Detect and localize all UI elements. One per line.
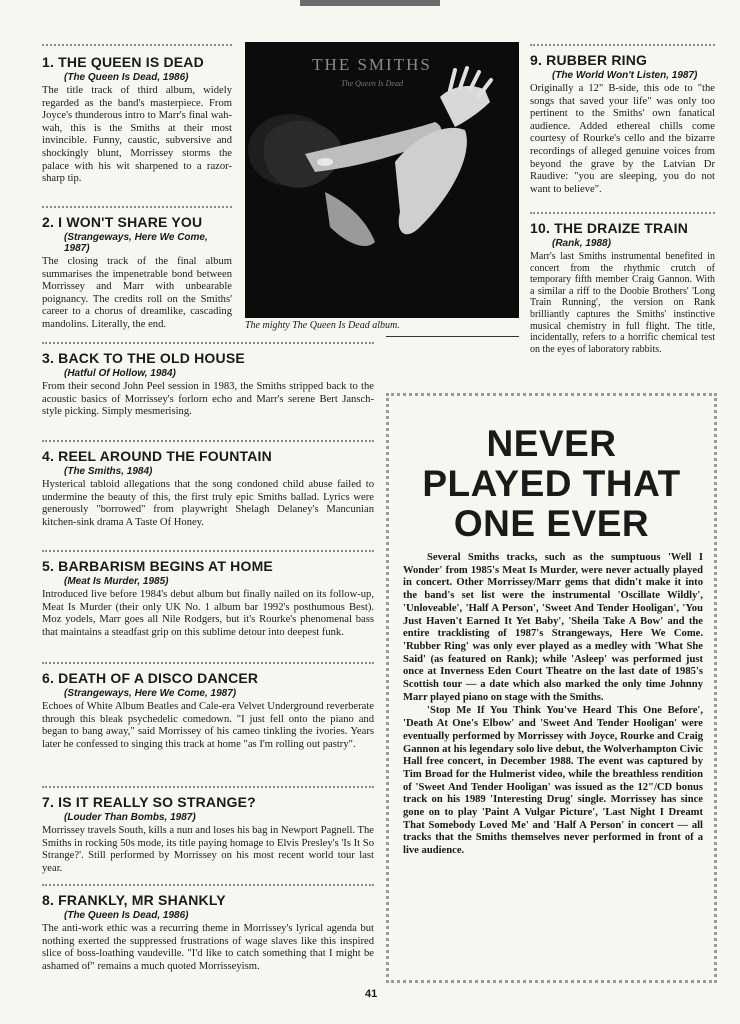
entry-1 — [42, 44, 232, 186]
separator — [42, 786, 374, 788]
entry-title: 2. I WON'T SHARE YOU — [42, 214, 203, 230]
sidebar-title — [389, 424, 714, 544]
sidebar-box — [386, 393, 717, 983]
entry-source: (Rank, 1988) — [552, 238, 611, 249]
separator — [42, 550, 374, 552]
separator — [530, 44, 715, 46]
separator — [42, 206, 232, 208]
sidebar-paragraph-2: 'Stop Me If You Think You've Heard This One Before', 'Death At One's Elbow' and 'Sweet And Tender Hooligan' were eventually performed by Morrissey with Joyce, Rourke and Craig Gannon at his legendary solo live debut, the Wolverhampton Civic Hall free concert, in December 1988. The event was captured by Tim Broad for the Hulmerist video, while the breathless rendition of 'Sweet And Tender Hooligan' was issued as the 12"/CD bonus track on his 1989 'Interesting Drug' single. Morrissey has since gone on to play 'Paint A Vulgar Picture', 'Last Night I Dreamt That Somebody Loved Me' and 'Half A Person' in concert — all tracks that the Smiths themselves never performed in front of a live audience. — [403, 705, 703, 857]
entry-4 — [42, 440, 374, 529]
entry-body: From their second John Peel session in 1983, the Smiths stripped back to the acoustic basics of Morrissey's forlorn echo and Marr's serene Bert Jansch-style picking. Simply mesmerising. — [42, 381, 374, 418]
sidebar-title-line-3: ONE EVER — [453, 503, 650, 544]
separator — [42, 44, 232, 46]
caption-rule — [386, 336, 519, 337]
separator — [42, 884, 374, 886]
entry-source: (Hatful Of Hollow, 1984) — [64, 368, 176, 379]
entry-source: (Meat Is Murder, 1985) — [64, 576, 169, 587]
top-tab-bar — [300, 0, 440, 6]
entry-body: The anti-work ethic was a recurring theme in Morrissey's lyrical agenda but nothing exerted the suppressed frustrations of wage slaves like this inspired slice of boss-loathing vaudeville. "I'd like to catch something that I might be ashamed of" remains a much quoted Morrisseyism. — [42, 923, 374, 972]
entry-2 — [42, 206, 232, 332]
entry-source: (Strangeways, Here We Come, 1987) — [64, 232, 208, 254]
entry-7 — [42, 786, 374, 875]
album-cover-photo — [245, 42, 519, 318]
entry-body: The closing track of the final album summarises the impenetrable bond between Morrissey and Marr with unbearable poignancy. The credits roll on the Smiths' career to a chorus of dreamlike, cascading mandolins. Literally, the end. — [42, 256, 232, 330]
separator — [42, 662, 374, 664]
entry-6 — [42, 662, 374, 751]
album-cover-image — [245, 42, 519, 318]
entry-source: (The Smiths, 1984) — [64, 466, 153, 477]
entry-source: (The Queen Is Dead, 1986) — [64, 72, 189, 83]
page-number: 41 — [365, 988, 378, 1000]
entry-title: 8. FRANKLY, MR SHANKLY — [42, 892, 226, 908]
entry-title: 9. RUBBER RING — [530, 52, 648, 68]
entry-title: 4. REEL AROUND THE FOUNTAIN — [42, 448, 272, 464]
entry-10 — [530, 212, 715, 355]
entry-source: (Strangeways, Here We Come, 1987) — [64, 688, 237, 699]
entry-body: Marr's last Smiths instrumental benefited in concert from the rhythmic crutch of temporary fifth member Craig Gannon. With a similar a riff to the Doobie Brothers' 'Long Train Running', the version on Rank brilliantly captures the Smiths' instinctive musical chemistry in full flight. The title, incidentally, refers to a horrific chemical test on the eyes of laboratory rabbits. — [530, 251, 715, 355]
entry-source: (Louder Than Bombs, 1987) — [64, 812, 196, 823]
sidebar-body — [403, 552, 703, 859]
sidebar-title-line-1: NEVER — [486, 423, 617, 464]
entry-8 — [42, 884, 374, 973]
separator — [530, 212, 715, 214]
entry-body: Morrissey travels South, kills a nun and loses his bag in Newport Pagnell. The Smiths in rocking 50s mode, its title paying homage to Elvis Presley's 'Is It So Strange?'. Still performed by Morrissey on his most recent world tour last year. — [42, 825, 374, 874]
album-band-text: THE SMITHS — [312, 55, 432, 74]
entry-title: 5. BARBARISM BEGINS AT HOME — [42, 558, 273, 574]
entry-body: Echoes of White Album Beatles and Cale-era Velvet Underground reverberate through this bleak psychedelic comedown. "I just fell onto the piano and began to bang away," said Morrissey of his cameo tinkling the ivories. Years later he confessed to singing this track at home "as I'm rolling out pastry". — [42, 701, 374, 750]
entry-title: 3. BACK TO THE OLD HOUSE — [42, 350, 245, 366]
separator — [42, 440, 374, 442]
entry-title: 7. IS IT REALLY SO STRANGE? — [42, 794, 256, 810]
sidebar-title-line-2: PLAYED THAT — [422, 463, 681, 504]
entry-3 — [42, 342, 374, 419]
entry-source: (The Queen Is Dead, 1986) — [64, 910, 189, 921]
entry-5 — [42, 550, 374, 639]
entry-body: Introduced live before 1984's debut album but finally nailed on its follow-up, Meat Is Murder (their only UK No. 1 album bar 1992's posthumous Best). Moz yodels, Marr goes all Nile Rodgers, but it's Rourke's phenomenal bass that maintains a steadfast grip on this sublime detour into deepest funk. — [42, 589, 374, 638]
entry-title: 6. DEATH OF A DISCO DANCER — [42, 670, 259, 686]
entry-source: (The World Won't Listen, 1987) — [552, 70, 698, 81]
entry-title: 1. THE QUEEN IS DEAD — [42, 54, 204, 70]
entry-body: The title track of third album, widely regarded as the band's masterpiece. From Joyce's thunderous intro to Marr's final wah-wah, this is the Smiths at their most invincible. Funny, caustic, subversive and shockingly blunt, Morrissey storms the palace with his wit sharpened to a razor-sharp tip. — [42, 85, 232, 185]
album-subtitle-text: The Queen Is Dead — [341, 79, 403, 88]
entry-body: Originally a 12" B-side, this ode to "the songs that saved your life" was only too pertinent to the Smiths' own fanatical audience. Added ethereal chills come courtesy of Rourke's cello and the bizarre recordings of alleged genuine voices from beyond the grave by the Latvian Dr Raudive: "you are sleeping, you do not want to believe". — [530, 83, 715, 195]
entry-title: 10. THE DRAIZE TRAIN — [530, 220, 689, 236]
entry-body: Hysterical tabloid allegations that the song condoned child abuse failed to undermine the beauty of this, the first truly epic Smiths ballad. Lyrics were generously "borrowed" from playwright Shelagh Delaney's Mancunian kitchen-sink drama A Taste Of Honey. — [42, 479, 374, 528]
sidebar-paragraph-1: Several Smiths tracks, such as the sumptuous 'Well I Wonder' from 1985's Meat Is Murder, were never actually played in concert. Other Morrissey/Marr gems that didn't make it into the band's set list were the instrumental 'Oscillate Wildly', 'Unloveable', 'Half A Person', 'Sweet And Tender Hooligan', 'You Just Haven't Earned It Yet Baby', 'Sheila Take A Bow' and the entire tracklisting of 1987's Strangeways, Here We Come. 'Rubber Ring' was only ever played as a medley with 'What She Said' (as featured on Rank); while 'Asleep' was performed just once at Inverness Eden Court Theatre on the last date of 1985's Scottish tour — a date which also marked the only time Johnny Marr played piano on stage with the Smiths. — [403, 552, 703, 703]
photo-caption: The mighty The Queen Is Dead album. — [245, 320, 400, 331]
entry-9 — [530, 44, 715, 196]
separator — [42, 342, 374, 344]
